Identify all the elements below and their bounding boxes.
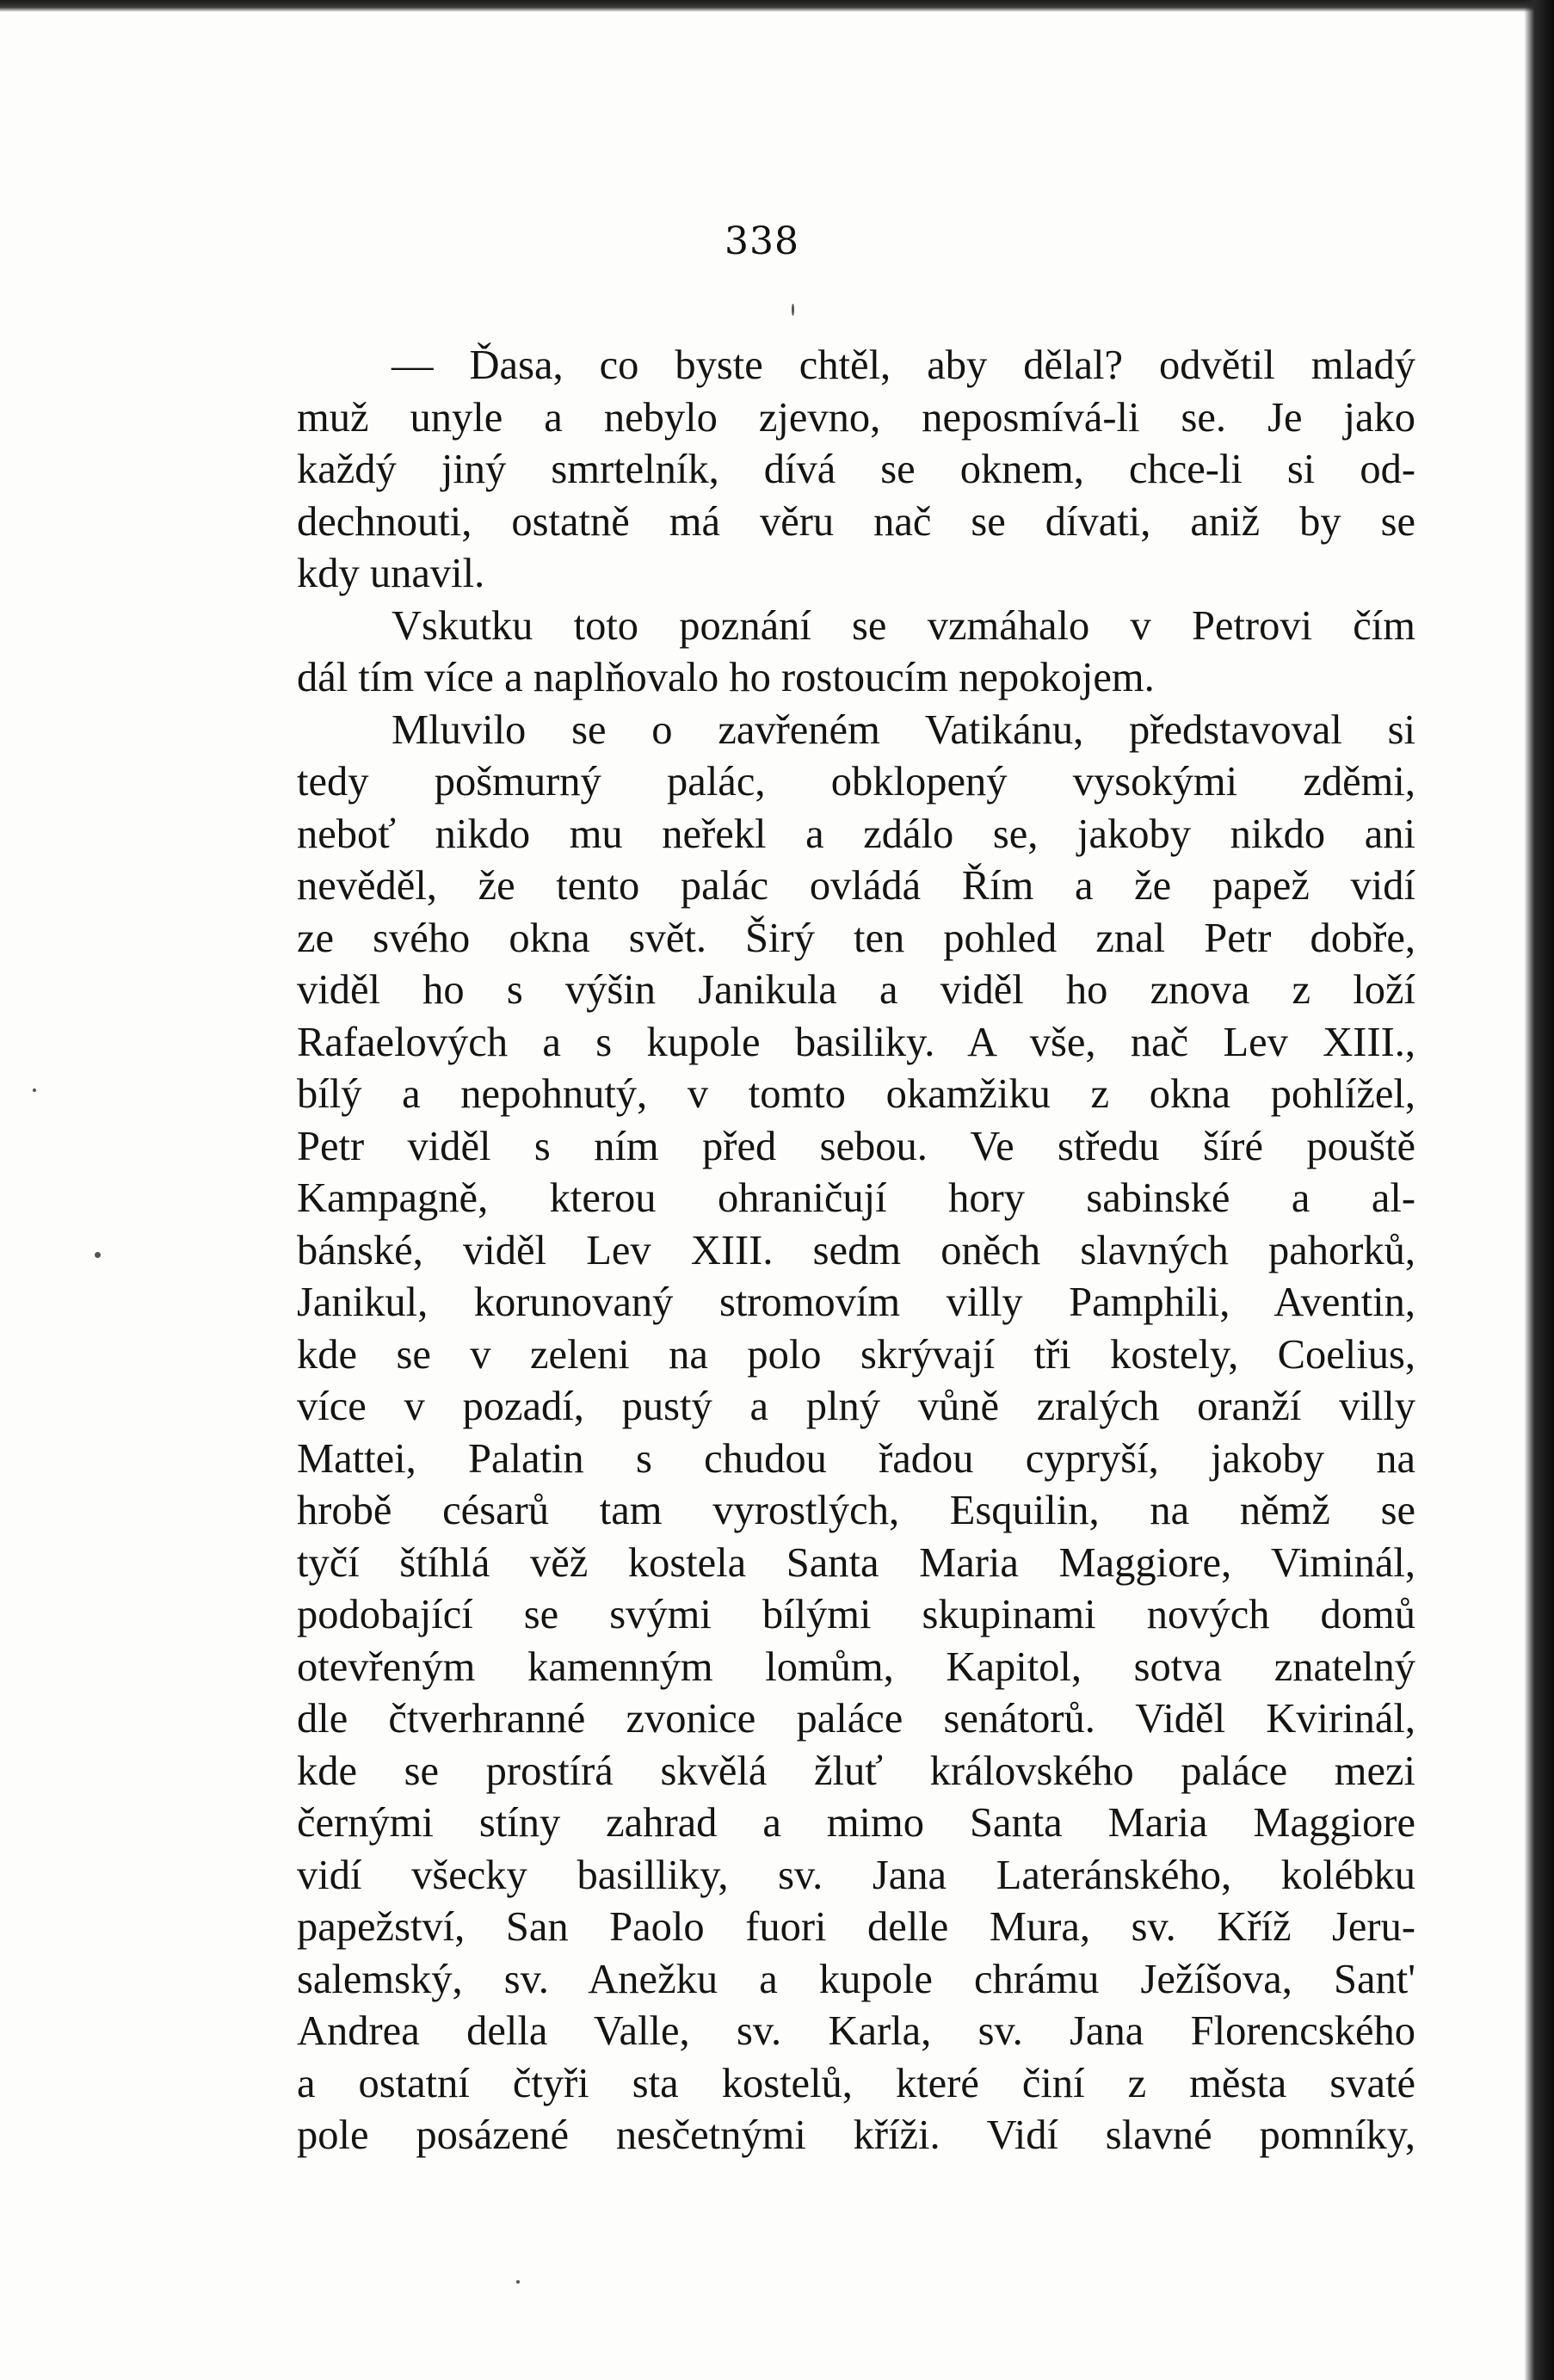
page-number: 338 (725, 219, 799, 263)
text-line: Rafaelových a s kupole basiliky. A vše, nač Lev XIII., (297, 1019, 1415, 1065)
paper-speck (95, 1252, 101, 1258)
text-line: Janikul, korunovaný stromovím villy Pamphili, Aventin, (297, 1279, 1415, 1325)
body-text (297, 340, 1415, 2162)
text-line: bílý a nepohnutý, v tomto okamžiku z okna pohlížel, (297, 1071, 1415, 1117)
text-line: Mattei, Palatin s chudou řadou cypryší, jakoby na (297, 1435, 1415, 1482)
text-line: Petr viděl s ním před sebou. Ve středu šíré pouště (297, 1123, 1415, 1169)
text-line: vidí všecky basilliky, sv. Jana Lateránského, kolébku (297, 1852, 1415, 1898)
text-line: viděl ho s výšin Janikula a viděl ho znova z loží (297, 967, 1415, 1013)
text-line: dechnouti, ostatně má věru nač se dívati, aniž by se (297, 498, 1415, 545)
text-line: kdy unavil. (297, 551, 485, 596)
text-line: dle čtverhranné zvonice paláce senátorů. Viděl Kvirinál, (297, 1696, 1415, 1742)
paper-speck (792, 304, 794, 316)
text-line: černými stíny zahrad a mimo Santa Maria Maggiore (297, 1800, 1415, 1846)
text-line: nevěděl, že tento palác ovládá Řím a že papež vidí (297, 863, 1415, 909)
paper-speck (516, 2280, 520, 2284)
paper-speck (33, 1088, 36, 1092)
text-line: Vskutku toto poznání se vzmáhalo v Petrovi čím (392, 602, 1415, 649)
scan-edge-right (1524, 0, 1554, 2380)
text-line: muž unyle a nebylo zjevno, neposmívá-li se. Je jako (297, 394, 1415, 441)
text-line: bánské, viděl Lev XIII. sedm oněch slavných pahorků, (297, 1227, 1415, 1273)
text-line: více v pozadí, pustý a plný vůně zralých oranží villy (297, 1384, 1415, 1429)
text-line: podobající se svými bílými skupinami nových domů (297, 1592, 1415, 1637)
text-line: ze svého okna svět. Širý ten pohled znal Petr dobře, (297, 915, 1415, 961)
text-line: hrobě césarů tam vyrostlých, Esquilin, na němž se (297, 1488, 1415, 1533)
text-line: Kampagně, kterou ohraničují hory sabinské a al- (297, 1175, 1415, 1221)
text-line: Andrea della Valle, sv. Karla, sv. Jana Florencského (297, 2008, 1415, 2054)
text-line: — Ďasa, co byste chtěl, aby dělal? odvětil mladý (392, 342, 1415, 388)
text-line: dál tím více a naplňovalo ho rostoucím nepokojem. (297, 655, 1155, 700)
text-line: salemský, sv. Anežku a kupole chrámu Ježíšova, Sant' (297, 1956, 1415, 2002)
text-line: neboť nikdo mu neřekl a zdálo se, jakoby nikdo ani (297, 811, 1415, 857)
text-line: kde se prostírá skvělá žluť královského paláce mezi (297, 1748, 1415, 1794)
text-line: pole posázené nesčetnými kříži. Vidí slavné pomníky, (297, 2112, 1415, 2158)
text-line: otevřeným kamenným lomům, Kapitol, sotva znatelný (297, 1643, 1415, 1690)
text-line: tedy pošmurný palác, obklopený vysokými zděmi, (297, 759, 1415, 805)
text-line: a ostatní čtyři sta kostelů, které činí z města svaté (297, 2060, 1415, 2106)
text-line: Mluvilo se o zavřeném Vatikánu, představoval si (392, 706, 1415, 753)
text-line: každý jiný smrtelník, dívá se oknem, chce-li si od- (297, 447, 1415, 492)
text-line: papežství, San Paolo fuori delle Mura, sv. Kříž Jeru- (297, 1904, 1415, 1950)
text-line: tyčí štíhlá věž kostela Santa Maria Maggiore, Viminál, (297, 1539, 1415, 1586)
scan-edge-top (0, 0, 1554, 12)
text-line: kde se v zeleni na polo skrývají tři kostely, Coelius, (297, 1331, 1415, 1378)
